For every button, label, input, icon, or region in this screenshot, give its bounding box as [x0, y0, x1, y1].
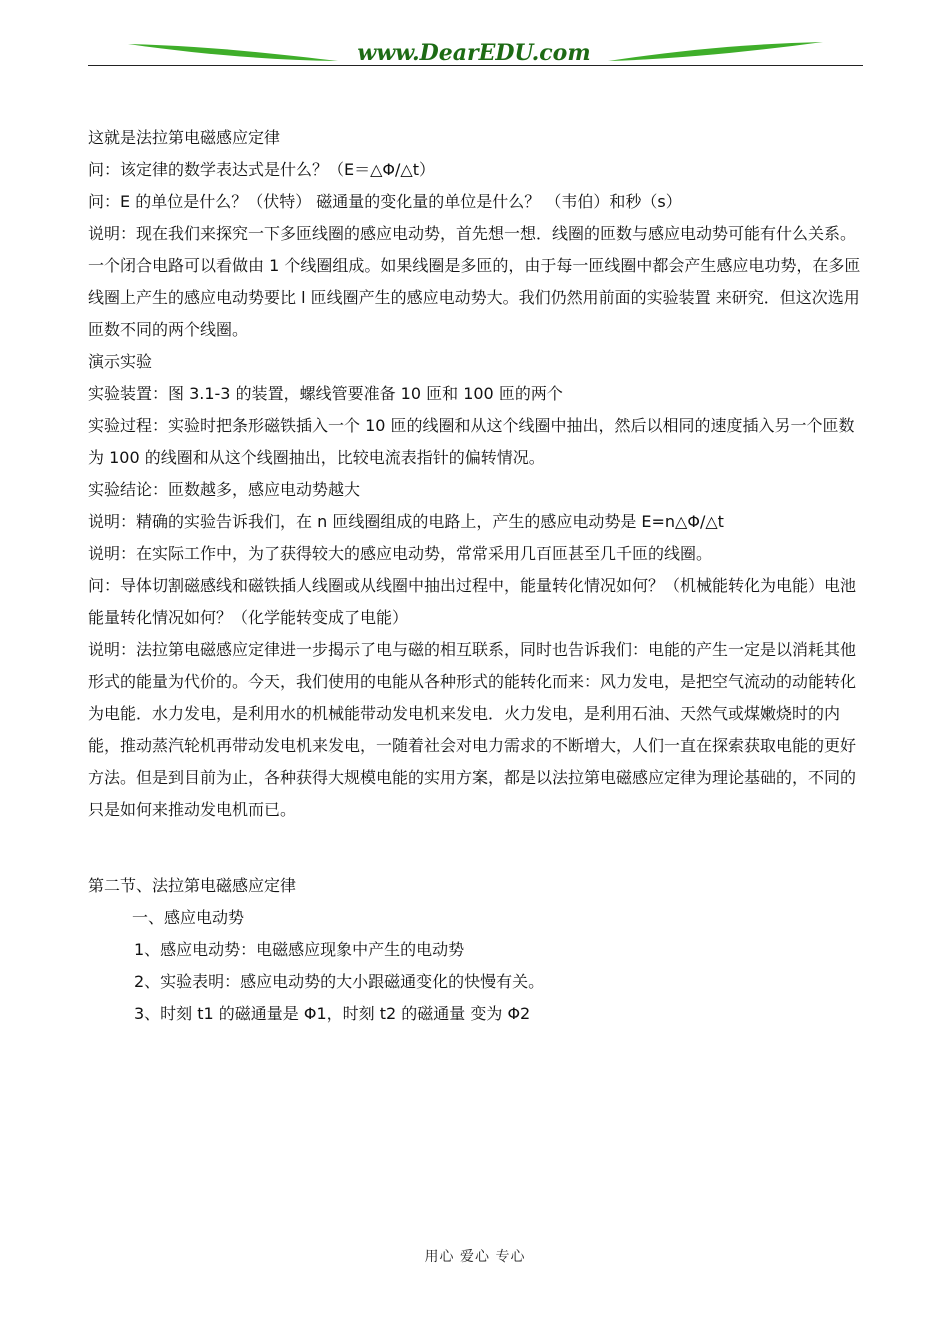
- paragraph-apparatus: 实验装置：图 3.1-3 的装置，螺线管要准备 10 匝和 100 匝的两个: [88, 384, 563, 403]
- paragraph-procedure: 实验过程：实验时把条形磁铁插入一个 10 匝的线圈和从这个线圈中抽出，然后以相同的速度插入另一个匝数为 100 的线圈和从这个线圈抽出，比较电流表指针的偏转情况。: [88, 416, 855, 467]
- paragraph-question-formula: 问：该定律的数学表达式是什么？（E＝△Φ/△t）: [88, 160, 435, 179]
- logo-banner: [88, 30, 863, 70]
- subsection-title: 一、感应电动势: [132, 908, 245, 927]
- paragraph-law-intro: 这就是法拉第电磁感应定律: [88, 128, 281, 147]
- paragraph-explanation-multiturn: 说明：现在我们来探究一下多匝线圈的感应电动势，首先想一想．线圈的匝数与感应电动势可能有什么关系。一个闭合电路可以看做由 1 个线圈组成。如果线圈是多匝的，由于每一匝线圈中都会产生感应电功势，在多匝线圈上产生的感应电动势要比 l 匝线圈产生的感应电动势大。我们仍然用前面的实验装置 来研究．但这次选用匝数不同的两个线圈。: [88, 224, 861, 339]
- page-footer: 用心 爱心 专心: [424, 1249, 526, 1265]
- paragraph-practical-note: 说明：在实际工作中，为了获得较大的感应电动势，常常采用几百匝甚至几千匝的线圈。: [88, 544, 713, 563]
- logo-left-swoosh: [128, 44, 338, 61]
- logo-right-swoosh: [608, 42, 823, 61]
- paragraph-energy-explanation: 说明：法拉第电磁感应定律进一步揭示了电与磁的相互联系，同时也告诉我们：电能的产生一定是以消耗其他形式的能量为代价的。今天，我们使用的电能从各种形式的能转化而来：风力发电，是把空气流动的动能转化为电能．水力发电，是利用水的机械能带动发电机来发电．火力发电，是利用石油、天然气或煤嫩烧时的内能，推动蒸汽轮机再带动发电机来发电，一随着社会对电力需求的不断增大，人们一直在探索获取电能的更好方法。但是到目前为止，各种获得大规模电能的实用方案，都是以法拉第电磁感应定律为理论基础的，不同的只是如何来推动发电机而已。: [88, 640, 857, 819]
- list-item: 1、感应电动势：电磁感应现象中产生的电动势: [134, 940, 465, 959]
- section-title: 第二节、法拉第电磁感应定律: [88, 876, 297, 895]
- paragraph-energy-question: 问：导体切割磁感线和磁铁插人线圈或从线圈中抽出过程中，能量转化情况如何？（机械能转化为电能）电池能量转化情况如何？（化学能转变成了电能）: [88, 576, 857, 627]
- list-item: 3、时刻 t1 的磁通量是 Φ1，时刻 t2 的磁通量 变为 Φ2: [134, 1004, 531, 1023]
- paragraph-demo-heading: 演示实验: [88, 352, 153, 371]
- header-logo: [88, 30, 863, 70]
- list-item: 2、实验表明：感应电动势的大小跟磁通变化的快慢有关。: [134, 972, 545, 991]
- paragraph-question-units: 问：E 的单位是什么？（伏特） 磁通量的变化量的单位是什么？ （韦伯）和秒（s）: [88, 192, 682, 211]
- paragraph-conclusion: 实验结论：匝数越多，感应电动势越大: [88, 480, 361, 499]
- paragraph-precise-formula: 说明：精确的实验告诉我们，在 n 匝线圈组成的电路上，产生的感应电动势是 E=n△Φ/△t: [88, 512, 724, 531]
- document-body: [88, 122, 864, 1030]
- spacer: [88, 826, 864, 870]
- logo-text: www.DearEDU.com: [357, 40, 591, 66]
- header-rule: [88, 65, 863, 66]
